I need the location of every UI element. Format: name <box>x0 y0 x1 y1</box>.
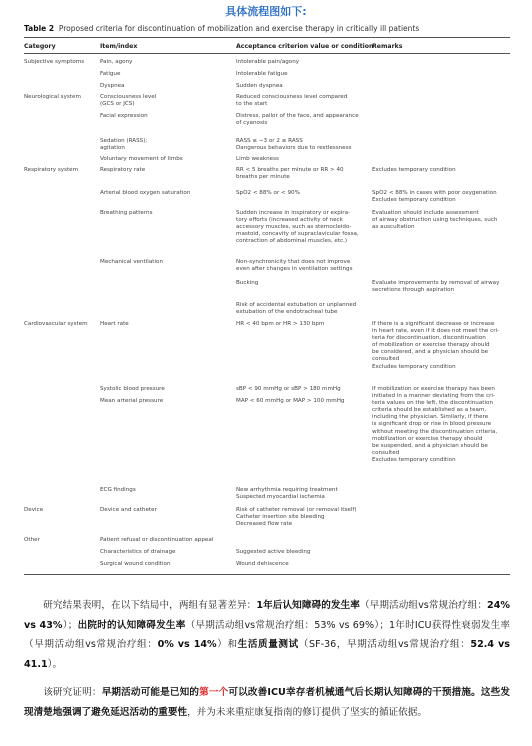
cell-item: Systolic blood pressure <box>100 386 165 392</box>
cell-value: Risk of catheter removal (or removal itself) Catheter insertion site bleeding Decreased flow rate <box>236 507 357 528</box>
results-paragraph: 研究结果表明，在以下结局中，两组有显著差异：1年后认知障碍的发生率（早期活动组vs常规治疗组：24% vs 43%）；出院时的认知障碍发生率（早期活动组vs常规治疗组：53% vs 69%）；1年时ICU获得性衰弱发生率（早期活动组vs常规治疗组：0% vs 14%）和生活质量测试（SF-36，早期活动组vs常规治疗组：52.4 vs 41.1）。 <box>24 600 511 670</box>
cell-item: Fatigue <box>100 71 121 77</box>
cell-remarks: Evaluate improvements by removal of airway secretions through aspiration <box>372 280 500 294</box>
cell-item: Voluntary movement of limbs <box>100 156 183 162</box>
cell-item: Mean arterial pressure <box>100 398 164 404</box>
section-banner: 具体流程图如下: <box>225 5 307 18</box>
cell-value: RR < 5 breaths per minute or RR > 40 breaths per minute <box>236 167 344 181</box>
header-item: Item/index <box>100 43 138 50</box>
cell-value: sBP < 90 mmHg or sBP > 180 mmHg <box>236 386 341 392</box>
cell-category: Device <box>24 507 44 513</box>
cell-value: Wound dehiscence <box>236 561 289 567</box>
cell-item: Characteristics of drainage <box>100 549 176 555</box>
cell-item: ECG findings <box>100 487 136 493</box>
cell-value: Risk of accidental extubation or unplanned extubation of the endotracheal tube <box>236 302 357 316</box>
cell-value: Sudden increase in inspiratory or expira- tory efforts (increased activity of neck accessory muscles, such as sternocleido- mastoid, concavity of supraclavicular fossa, contraction of abdominal muscles, etc.) <box>236 210 359 245</box>
cell-item: Sedation (RASS); agitation <box>100 138 148 152</box>
header-remarks: Remarks <box>372 43 403 50</box>
cell-remarks: Evaluation should include assessment of airway obstruction using techniques, such as auscultation <box>372 210 498 231</box>
cell-value: Limb weakness <box>236 156 279 162</box>
cell-value: Reduced consciousness level compared to the start <box>236 94 348 108</box>
table-label: Table 2 <box>24 24 55 33</box>
table-title <box>24 24 419 33</box>
cell-item: Consciousness level (GCS or JCS) <box>100 94 157 108</box>
cell-item: Respiratory rate <box>100 167 146 173</box>
cell-item: Arterial blood oxygen saturation <box>100 190 191 196</box>
conclusion-paragraph: 该研究证明：早期活动可能是已知的第一个可以改善ICU幸存者机械通气后长期认知障碍的干预措施。这些发现清楚地强调了避免延迟活动的重要性，并为未来重症康复指南的修订提供了坚实的循证依据。 <box>24 687 511 718</box>
cell-value: Suggested active bleeding <box>236 549 311 555</box>
cell-value: Distress, pallor of the face, and appearance of cyanosis <box>236 113 359 127</box>
cell-value: New arrhythmia requiring treatment Suspected myocardial ischemia <box>236 487 338 501</box>
table-top-rule <box>24 37 510 38</box>
cell-remarks: SpO2 < 88% in cases with poor oxygenation Excludes temporary condition <box>372 190 497 204</box>
cell-item: Surgical wound condition <box>100 561 171 567</box>
cell-value: Intolerable pain/agony <box>236 59 300 65</box>
table-caption: Proposed criteria for discontinuation of mobilization and exercise therapy in critically ill patients <box>58 24 420 33</box>
header-category: Category <box>24 43 56 50</box>
table-header-rule <box>24 53 510 54</box>
table-bottom-rule <box>24 574 510 575</box>
cell-value: SpO2 < 88% or < 90% <box>236 190 300 196</box>
cell-category: Subjective symptoms <box>24 59 85 65</box>
cell-value: Non-synchronicity that does not improve even after changes in ventilation settings <box>236 259 353 273</box>
cell-item: Pain, agony <box>100 59 133 65</box>
cell-item: Patient refusal or discontinuation appeal <box>100 537 214 543</box>
cell-item: Breathing patterns <box>100 210 153 216</box>
cell-remarks: Excludes temporary condition <box>372 167 456 173</box>
cell-category: Other <box>24 537 40 543</box>
cell-item: Facial expression <box>100 113 148 119</box>
cell-value: MAP < 60 mmHg or MAP > 100 mmHg <box>236 398 345 404</box>
header-value: Acceptance criterion value or condition <box>236 43 374 50</box>
cell-value: RASS ≤ −3 or 2 ≤ RASS Dangerous behaviors due to restlessness <box>236 138 352 152</box>
cell-category: Cardiovascular system <box>24 321 88 327</box>
cell-remarks: If there is a significant decrease or increase in heart rate, even if it does not meet the cri- teria for discontinuation, discontinuation of mobilization or exercise therapy should be considered, and a physician should be consulted Excludes temporary condition <box>372 321 500 370</box>
cell-category: Neurological system <box>24 94 81 100</box>
cell-item: Device and catheter <box>100 507 157 513</box>
cell-value: HR < 40 bpm or HR > 130 bpm <box>236 321 325 327</box>
cell-category: Respiratory system <box>24 167 79 173</box>
cell-value: Sudden dyspnea <box>236 83 283 89</box>
cell-value: Bucking <box>236 280 259 286</box>
cell-item: Dyspnea <box>100 83 125 89</box>
cell-remarks: If mobilization or exercise therapy has been initiated in a manner deviating from the cri- teria values on the left, the discontinuation criteria should be established as a team, including the physician. Similarly, if there is significant drop or rise in blood pressure without meeting the discontinuation criteria, mobilization or exercise therapy should be suspended, and a physician should be consulted Excludes temporary condition <box>372 386 498 463</box>
cell-item: Heart rate <box>100 321 129 327</box>
cell-item: Mechanical ventilation <box>100 259 163 265</box>
cell-value: Intolerable fatigue <box>236 71 288 77</box>
